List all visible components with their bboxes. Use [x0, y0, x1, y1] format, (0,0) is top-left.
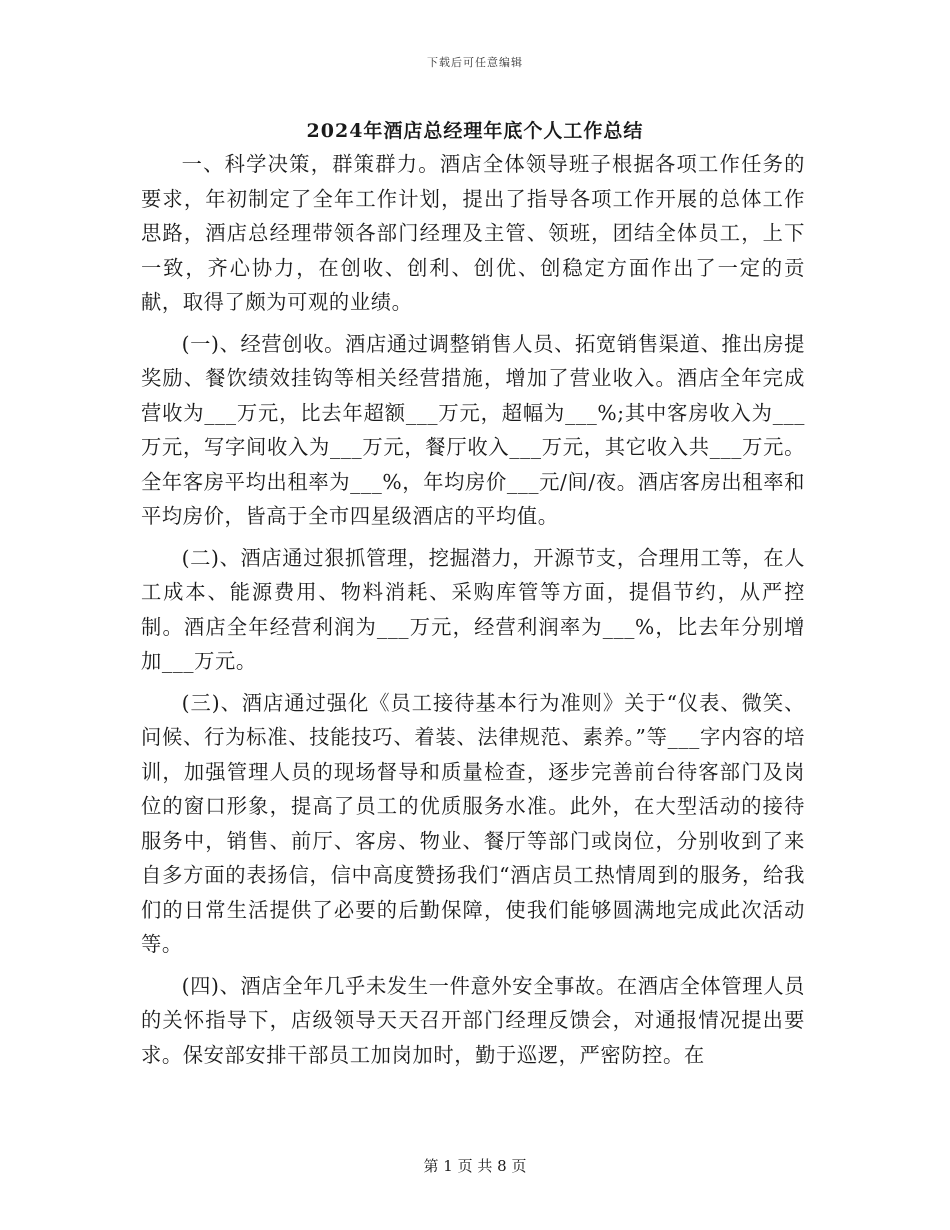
page-footer: 第 1 页 共 8 页	[423, 1157, 527, 1175]
paragraph-service-training: (三)、酒店通过强化《员工接待基本行为准则》关于“仪表、微笑、问候、行为标准、技能技巧、着装、法律规范、素养。”等___字内容的培训，加强管理人员的现场督导和质量检查，逐步完善前台待客部门及岗位的窗口形象，提高了员工的优质服务水准。此外，在大型活动的接待服务中，销售、前厅、客房、物业、餐厅等部门或岗位，分别收到了来自多方面的表扬信，信中高度赞扬我们“酒店员工热情周到的服务，给我们的日常生活提供了必要的后勤保障，使我们能够圆满地完成此次活动等。	[141, 690, 805, 956]
paragraph-cost-control: (二)、酒店通过狠抓管理，挖掘潜力，开源节支，合理用工等，在人工成本、能源费用、物料消耗、采购库管等方面，提倡节约，从严控制。酒店全年经营利润为___万元，经营利润率为___%，比去年分别增加___万元。	[141, 545, 805, 673]
paragraph-safety: (四)、酒店全年几乎未发生一件意外安全事故。在酒店全体管理人员的关怀指导下，店级领导天天召开部门经理反馈会，对通报情况提出要求。保安部安排干部员工加岗加时，勤于巡逻，严密防控。在	[141, 973, 805, 1067]
paragraph-revenue: (一)、经营创收。酒店通过调整销售人员、拓宽销售渠道、推出房提奖励、餐饮绩效挂钩等相关经营措施，增加了营业收入。酒店全年完成营收为___万元，比去年超额___万元，超幅为___%;其中客房收入为___万元，写字间收入为___万元，餐厅收入___万元，其它收入共___万元。全年客房平均出租率为___%，年均房价___元/间/夜。酒店客房出租率和平均房价，皆高于全市四星级酒店的平均值。	[141, 331, 805, 528]
page-header: 下载后可任意编辑	[427, 56, 523, 69]
paragraph-section-one: 一、科学决策，群策群力。酒店全体领导班子根据各项工作任务的要求，年初制定了全年工作计划，提出了指导各项工作开展的总体工作思路，酒店总经理带领各部门经理及主管、领班，团结全体员工，上下一致，齐心协力，在创收、创利、创优、创稳定方面作出了一定的贡献，取得了颇为可观的业绩。	[141, 152, 805, 314]
document-body	[141, 147, 805, 1079]
document-title: 2024年酒店总经理年底个人工作总结	[306, 120, 644, 142]
